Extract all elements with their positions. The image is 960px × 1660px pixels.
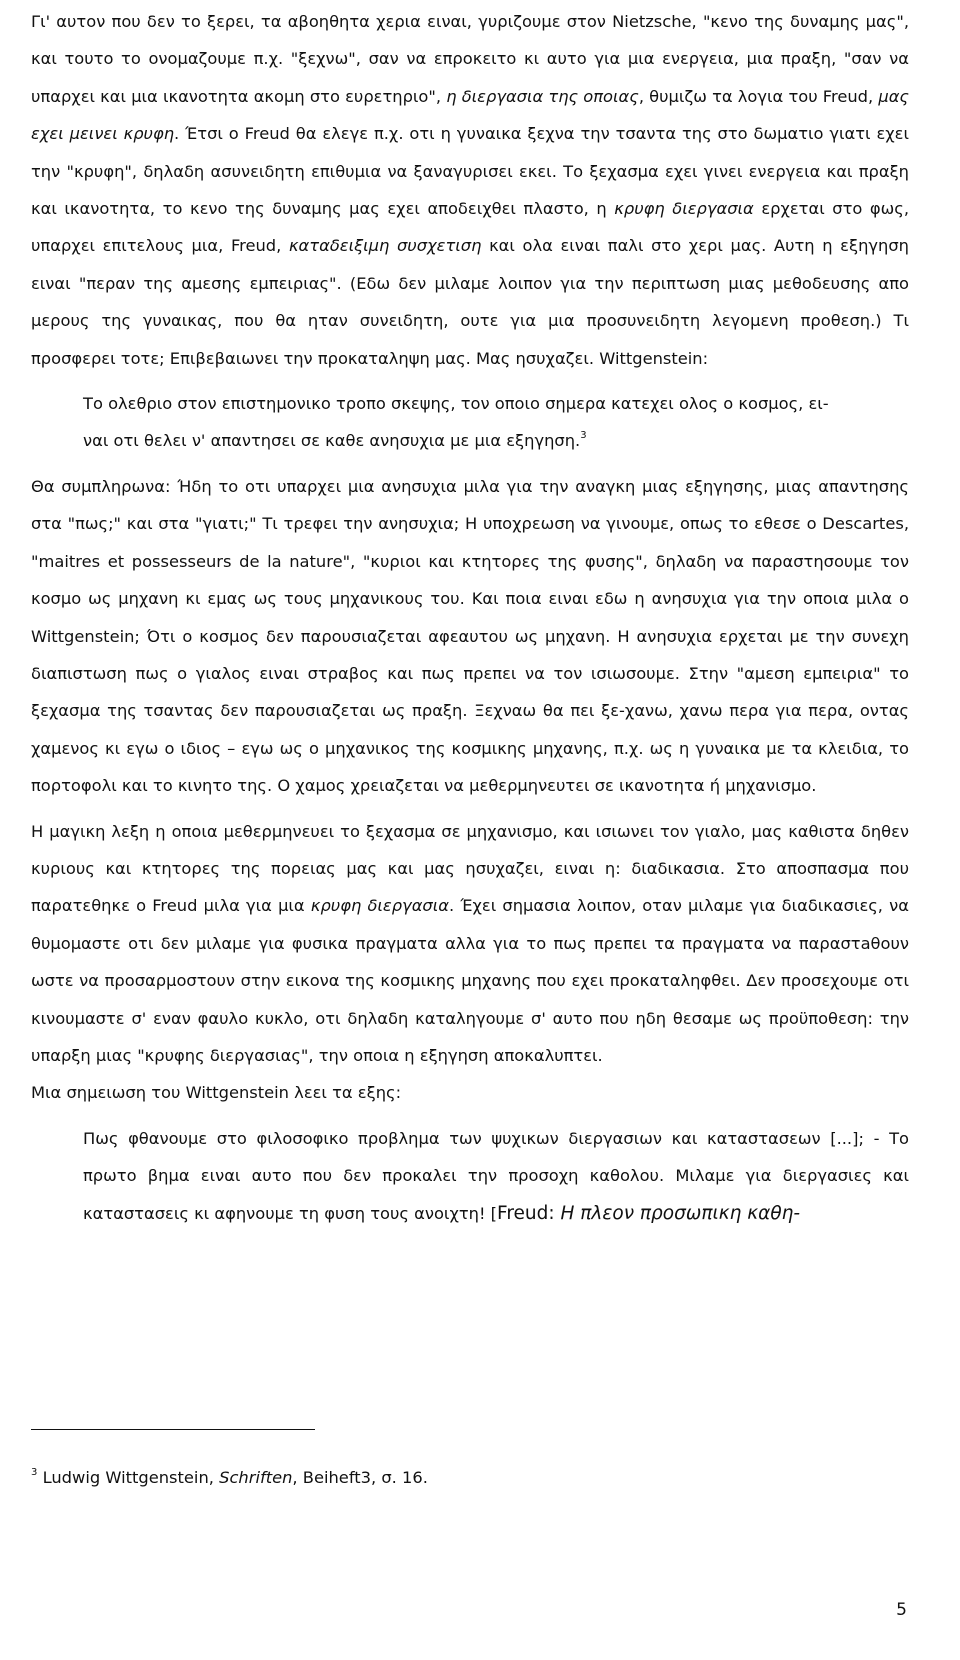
footnote-reference[interactable]: 3: [580, 430, 587, 442]
footnote: $^3$ Ludwig Wittgenstein, Schriften, Beiheft3, σ. 16.: [31, 1467, 428, 1487]
paragraph: Γι' αυτον που δεν το ξερει, τα αβοηθητα χερια ειναι, γυριζουμε στον Nietzsche, "κενο της δυναμης μας", και τουτο το ονομαζουμε π.χ. "ξεχνω", σαν να επροκειτο κι αυτο για μια ενεργεια, μια πραξη, "σαν να υπαρχει και μια ικανοτητα ακομη στο ευρετηριο", η διεργασια της οποιας, θυμιζω τα λογια του Freud, μας εχει μεινει κρυφη. Έτσι ο Freud θα ελεγε π.χ. οτι η γυναικα ξεχνα την τσαντα της στο δωματιο γιατι εχει την "κρυφη", δηλαδη ασυνειδητη επιθυμια να ξαναγυρισει εκει. Το ξεχασμα εχει γινει ενεργεια και πραξη και ικανοτητα, το κενο της δυναμης μας εχει αποδειχθει πλαστο, η κρυφη διεργασια ερχεται στο φως, υπαρχει επιτελους μια, Freud, καταδειξιμη συσχετιση και ολα ειναι παλι στο χερι μας. Αυτη η εξηγηση ειναι "περαν της αμεσης εμπειριας". (Εδω δεν μιλαμε λοιπον για την περιπτωση μιας μεθοδευσης απο μερους της γυναικας, που θα ηταν συνειδητη, ουτε για μια προσυνειδητη λεγομενη προθεση.) Τι προσφερει τοτε; Επιβεβαιωνει την προκαταληψη μας. Μας ησυχαζει. Wittgenstein:: [31, 12, 909, 368]
block-quote: Το ολεθριο στον επιστημονικο τροπο σκεψης, τον οποιο σημερα κατεχει ολος ο κοσμος, ει- ναι οτι θελει ν' απαντησει σε καθε ανησυχια με μια εξηγηση.$^3$: [83, 394, 829, 451]
page-number: 5: [896, 1600, 907, 1620]
paragraph: Μια σημειωση του Wittgenstein λεει τα εξης:: [31, 1083, 402, 1103]
paragraph: Θα συμπληρωνα: Ήδη το οτι υπαρχει μια ανησυχια μιλα για την αναγκη μιας εξηγησης, μιας απαντησης στα "πως;" και στα "γιατι;" Τι τρεφει την ανησυχια; Η υποχρεωση να γινουμε, οπως το εθεσε ο Descartes, "maitres et possesseurs de la nature", "κυριοι και κτητορες της φυσης", δηλαδη να παραστησουμε τον κοσμο ως μηχανη κι εμας ως τους μηχανικους του. Και ποια ειναι εδω η ανησυχια για την οποια μιλα ο Wittgenstein; Ότι ο κοσμος δεν παρουσιαζεται αφεαυτου ως μηχανη. Η ανησυχια ερχεται με την συνεχη διαπιστωση πως ο γιαλος ειναι στραβος και πως πρεπει να τον ισιωσουμε. Στην "αμεση εμπειρια" το ξεχασμα της τσαντας δεν παρουσιαζεται ως πραξη. Ξεχναω θα πει ξε-χανω, χανω περα για περα, οντας χαμενος κι εγω ο ιδιος – εγω ως ο μηχανικος της κοσμικης μηχανης, π.χ. ως η γυναικα με τα κλειδια, το πορτοφολι και το κινητο της. Ο χαμος χρειαζεται να μεθερμηνευτει σε ικανοτητα ή μηχανισμο.: [31, 476, 909, 796]
block-quote: Πως φθανουμε στο φιλοσοφικο προβλημα των ψυχικων διεργασιων και καταστασεων [...]; - Το πρωτο βημα ειναι αυτο που δεν προκαλει την προσοχη καθολου. Μιλαμε για διεργασιες και καταστασεις κι αφηνουμε τη φυση τους ανοιχτη! [Freud: Η πλεον προσωπικη καθη-: [83, 1128, 909, 1224]
document-body: [31, 0, 909, 1232]
footnote-divider: [31, 1429, 315, 1430]
paragraph: Η μαγικη λεξη η οποια μεθερμηνευει το ξεχασμα σε μηχανισμο, και ισιωνει τον γιαλο, μας καθιστα δηθεν κυριους και κτητορες της πορειας μας και μας ησυχαζει, ειναι η: διαδικασια. Στο αποσπασμα που παρατεθηκε ο Freud μιλα για μια κρυφη διεργασια. Έχει σημασια λοιπον, οταν μιλαμε για διαδικασιες, να θυμομαστε οτι δεν μιλαμε για φυσικα πραγματα αλλα για το πως πρεπει τα πραγματα να παραστaθουν ωστε να προσαρμοστουν στην εικονα της κοσμικης μηχανης που εχει προκαταληφθει. Δεν προσεχουμε οτι κινουμαστε σ' εναν φαυλο κυκλο, οτι δηλαδη καταληγουμε σ' αυτο που ηδη θεσαμε ως προϋποθεση: την υπαρξη μιας "κρυφης διεργασιας", την οποια η εξηγηση αποκαλυπτει.: [31, 821, 909, 1065]
